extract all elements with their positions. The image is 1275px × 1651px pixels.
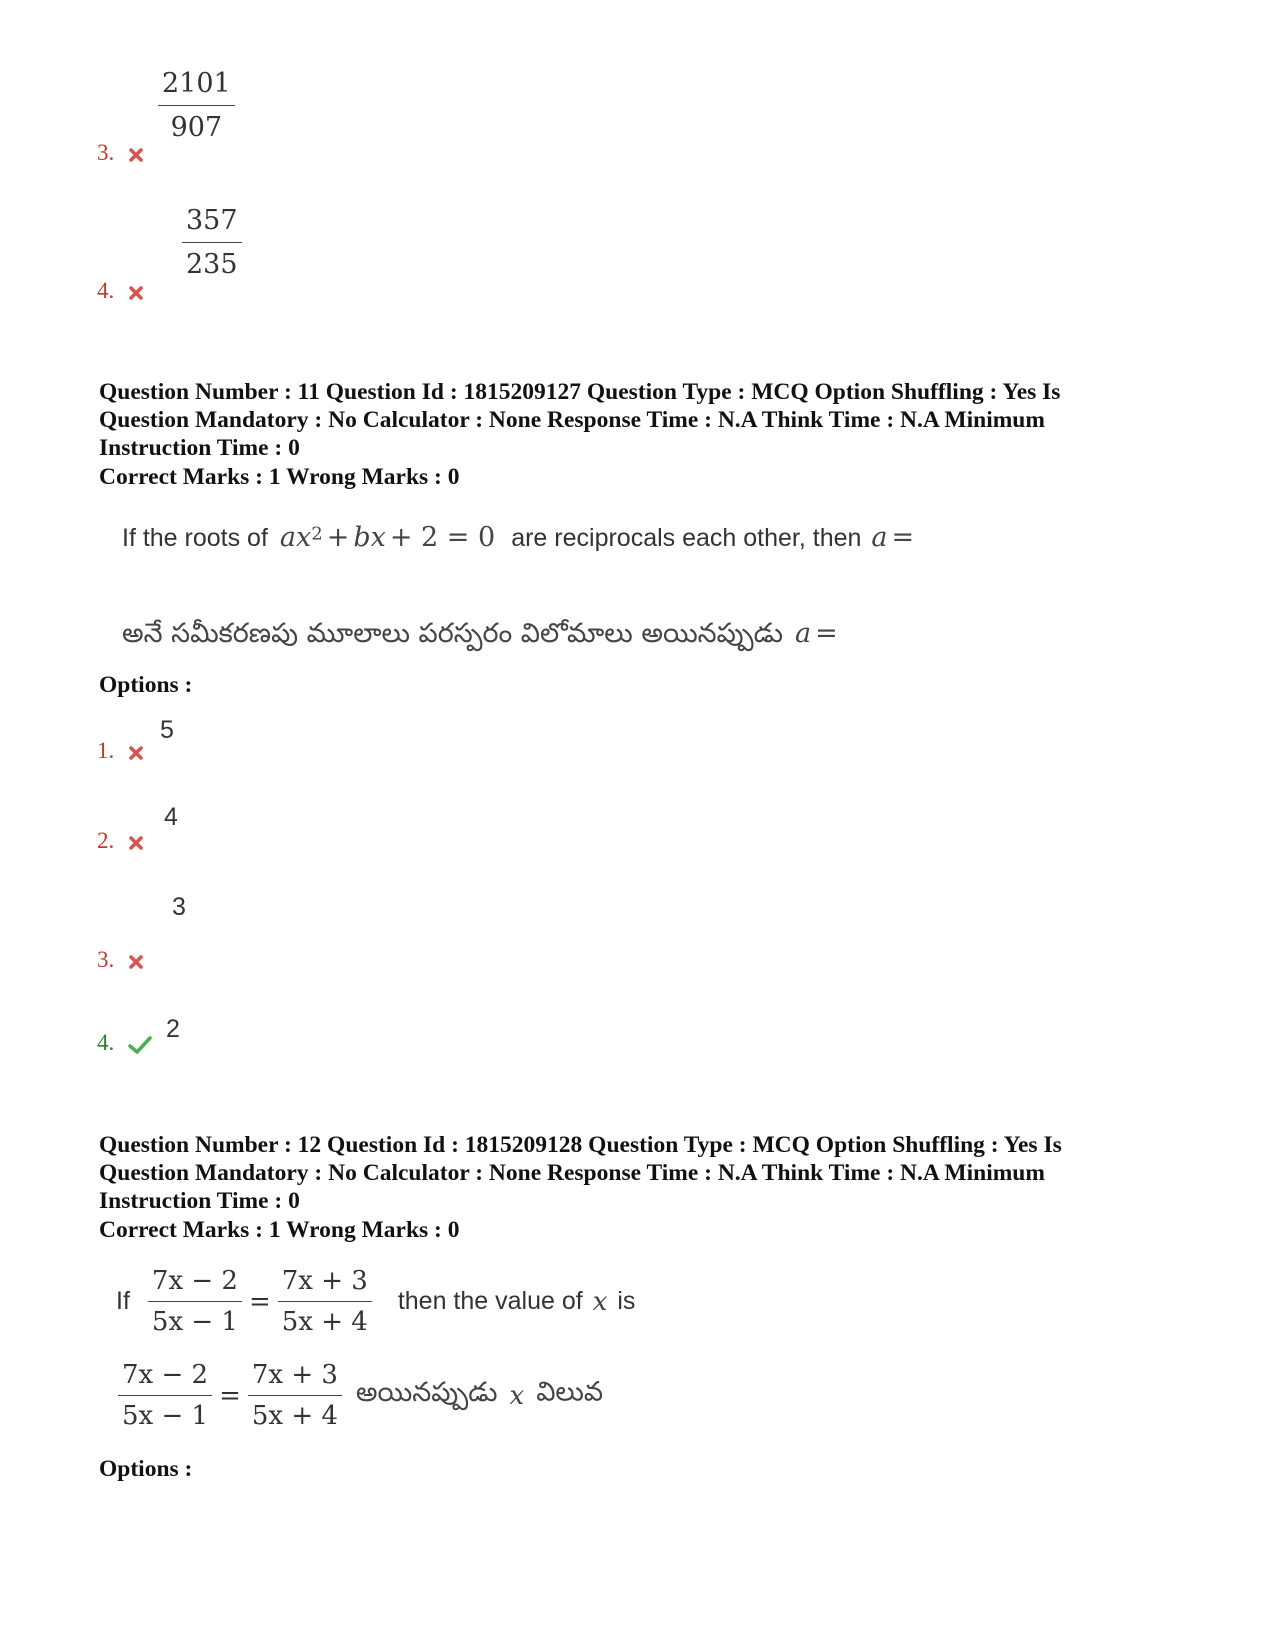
question-text: is	[617, 1287, 636, 1315]
fraction-numerator: 357	[182, 205, 242, 243]
fraction-denominator: 235	[186, 249, 238, 280]
question-11-metadata	[99, 378, 1179, 462]
wrong-cross-icon	[128, 835, 144, 851]
option-number: 2.	[97, 828, 115, 853]
math-operator: =	[891, 522, 915, 553]
equation-right-fraction	[278, 1266, 372, 1337]
meta-line: Question Mandatory : No Calculator : None Response Time : N.A Think Time : N.A Minimum	[99, 1160, 1045, 1186]
math-exponent: 2	[311, 523, 323, 545]
option-number: 4.	[97, 1030, 115, 1055]
question-12-marks: Correct Marks : 1 Wrong Marks : 0	[99, 1217, 460, 1243]
math-operator: =	[219, 1380, 241, 1411]
fraction-denominator: 5x + 4	[251, 1401, 338, 1431]
math-term: bx	[353, 522, 386, 553]
q11-option-4	[97, 1030, 152, 1056]
meta-line: Question Number : 11 Question Id : 1815209127 Question Type : MCQ Option Shuffling : Yes Is	[99, 379, 1061, 405]
math-operator: +	[326, 522, 350, 553]
question-12-english-text	[116, 1266, 635, 1337]
math-variable: a	[871, 522, 888, 553]
meta-line: Instruction Time : 0	[99, 1188, 300, 1214]
fraction-denominator: 5x − 1	[151, 1307, 238, 1337]
question-text: then the value of	[397, 1287, 583, 1315]
option-number: 3.	[97, 140, 115, 165]
q11-option-2	[97, 828, 144, 854]
correct-check-icon	[128, 1035, 152, 1055]
fraction-numerator: 7x − 2	[118, 1360, 212, 1396]
question-11-telugu-text	[122, 618, 838, 656]
math-term: + 2 = 0	[389, 522, 496, 553]
question-text: are reciprocals each other, then	[511, 524, 862, 552]
prev-option-4	[97, 278, 144, 304]
question-12-options-label: Options :	[99, 1456, 193, 1482]
meta-line: Question Mandatory : No Calculator : None Response Time : N.A Think Time : N.A Minimum	[99, 407, 1045, 433]
math-variable: a	[794, 618, 812, 649]
question-12-metadata	[99, 1131, 1179, 1215]
option-value: 4	[164, 803, 178, 831]
question-11-marks: Correct Marks : 1 Wrong Marks : 0	[99, 464, 460, 490]
option-number: 1.	[97, 738, 115, 763]
question-11-options-label: Options :	[99, 672, 193, 698]
fraction-denominator: 907	[170, 112, 223, 143]
option-value: 5	[160, 716, 174, 744]
math-variable: x	[509, 1380, 525, 1411]
prev-option-3	[97, 140, 144, 166]
wrong-cross-icon	[128, 285, 144, 301]
prev-option-4-fraction	[182, 205, 242, 280]
math-variable: x	[592, 1286, 608, 1317]
wrong-cross-icon	[128, 147, 144, 163]
equation-right-fraction	[248, 1360, 342, 1431]
fraction-numerator: 7x − 2	[148, 1266, 242, 1302]
question-11-english-text	[122, 522, 914, 553]
q11-option-3	[97, 947, 144, 973]
option-number: 4.	[97, 278, 115, 303]
option-number: 3.	[97, 947, 115, 972]
prev-option-3-fraction	[158, 68, 235, 143]
equation-left-fraction	[118, 1360, 212, 1431]
fraction-numerator: 2101	[158, 68, 235, 106]
math-operator: =	[248, 1286, 271, 1317]
q11-option-1	[97, 738, 144, 764]
fraction-denominator: 5x − 1	[122, 1401, 209, 1431]
question-text: If the roots of	[122, 524, 268, 552]
wrong-cross-icon	[128, 954, 144, 970]
equation-left-fraction	[148, 1266, 242, 1337]
question-text-telugu: విలువ	[536, 1376, 604, 1408]
question-12-telugu-text	[118, 1360, 603, 1431]
question-text-telugu: అయినప్పుడు	[355, 1376, 498, 1408]
option-value: 2	[166, 1015, 180, 1043]
fraction-denominator: 5x + 4	[281, 1307, 368, 1337]
fraction-numerator: 7x + 3	[248, 1360, 342, 1396]
question-text-telugu: అనే సమీకరణపు మూలాలు పరస్పరం విలోమాలు అయినప్పుడు	[122, 618, 783, 649]
wrong-cross-icon	[128, 745, 144, 761]
meta-line: Instruction Time : 0	[99, 435, 300, 461]
option-value: 3	[172, 893, 186, 921]
meta-line: Question Number : 12 Question Id : 1815209128 Question Type : MCQ Option Shuffling : Yes Is	[99, 1132, 1062, 1158]
math-operator: =	[815, 618, 838, 649]
math-term: ax	[279, 522, 312, 553]
fraction-numerator: 7x + 3	[278, 1266, 372, 1302]
question-text: If	[116, 1287, 130, 1315]
